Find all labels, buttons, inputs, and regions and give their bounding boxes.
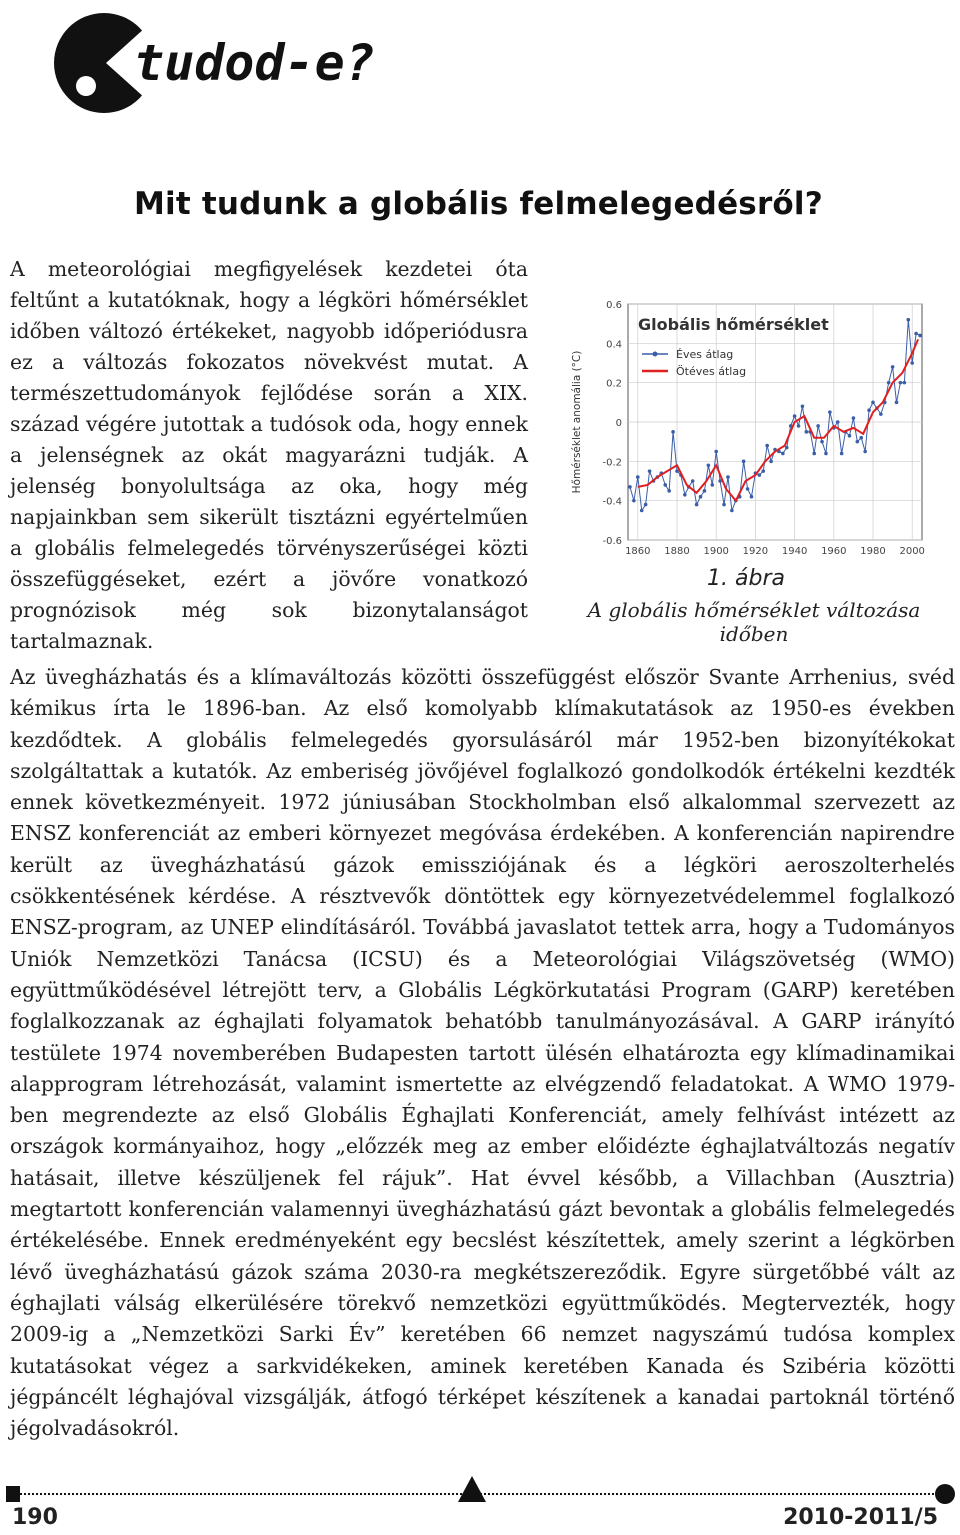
x-tick-label: 1980 — [860, 546, 886, 557]
annual-mean-point — [887, 381, 891, 385]
tudod-e-logo — [46, 8, 406, 118]
annual-mean-point — [730, 509, 734, 513]
annual-mean-point — [903, 381, 907, 385]
annual-mean-point — [840, 452, 844, 456]
footer-dot-icon — [935, 1484, 955, 1504]
x-tick-label: 1960 — [821, 546, 847, 557]
issue-number: 2010-2011/5 — [783, 1505, 938, 1530]
annual-mean-point — [906, 318, 910, 322]
x-tick-label: 1900 — [703, 546, 729, 557]
legend-label: Éves átlag — [676, 348, 734, 361]
x-tick-label: 2000 — [899, 546, 925, 557]
annual-mean-point — [812, 452, 816, 456]
article-paragraph-1: A meteorológiai megfigyelések kezdetei óta feltűnt a kutatóknak, hogy a légköri hőmérséklet időben változó értékeket, nagyobb időperiódusra ez a változás fokozatos növekvést mutat. A természettudományok fejlődése során a XIX. század végére jutottak a tudósok oda, hogy ennek a jelenségnek az okát magyarázni tudják. A jelenség bonyolultsága az oka, hogy még napjainkban sem sikerült tisztázni egyértelműen a globális felmelegedés törvényszerűségei közti összefüggéseket, ezért a jövőre vonatkozó prognózisok még sok bizonytalanságot tartalmaznak. — [10, 257, 528, 653]
annual-mean-point — [816, 424, 820, 428]
logo-text: tudod-e? — [134, 34, 375, 92]
x-tick-label: 1940 — [781, 546, 808, 557]
y-tick-label: -0.2 — [602, 457, 622, 469]
y-axis-label: Hőmérséklet anomália (°C) — [571, 350, 583, 494]
annual-mean-point — [667, 489, 671, 493]
chart-title: Globális hőmérséklet — [638, 315, 829, 334]
annual-mean-point — [793, 414, 797, 418]
annual-mean-point — [852, 416, 856, 420]
annual-mean-point — [695, 503, 699, 507]
annual-mean-point — [746, 487, 750, 491]
figure-number: 1. ábra — [707, 566, 785, 591]
annual-mean-point — [879, 412, 883, 416]
annual-mean-point — [899, 381, 903, 385]
temperature-chart — [560, 296, 932, 564]
y-tick-label: 0.6 — [606, 300, 622, 311]
annual-mean-point — [867, 408, 871, 412]
annual-mean-point — [628, 485, 632, 489]
annual-mean-point — [644, 503, 648, 507]
annual-mean-point — [871, 401, 875, 405]
annual-mean-point — [765, 444, 769, 448]
y-tick-label: 0 — [615, 418, 622, 429]
y-tick-label: 0.4 — [606, 339, 622, 351]
annual-mean-point — [722, 503, 726, 507]
annual-mean-point — [914, 332, 918, 336]
annual-mean-point — [648, 469, 652, 473]
annual-mean-point — [707, 463, 711, 467]
annual-mean-point — [640, 509, 644, 513]
y-tick-label: -0.6 — [602, 536, 622, 547]
x-tick-label: 1880 — [664, 546, 690, 557]
annual-mean-point — [801, 404, 805, 408]
annual-mean-point — [824, 452, 828, 456]
annual-mean-point — [742, 460, 746, 464]
annual-mean-point — [750, 495, 754, 499]
article-paragraph-2: Az üvegházhatás és a klímaváltozás közötti összefüggést először Svante Arrhenius, svéd kémikus írta le 1896-ban. Az első komolyabb klímakutatások az 1950-es években kezdődtek. A globális felmelegedés gyorsulásáról már 1952-ben bizonyítékokat szolgáltattak a kutatók. Az emberiség jövőjével foglalkozó gondolkodók értékelni kezdték ennek következményeit. 1972 júniusában Stockholmban első alkalommal szervezett az ENSZ konferenciát az emberi környezet megóvása érdekében. A konferencián napirendre került az üvegházhatású gázok emissziójának és a légköri aeroszolterhelés csökkentésének kérdése. A résztvevők döntöttek egy környezetvédelemmel foglalkozó ENSZ-program, az UNEP elindításáról. Továbbá javaslatot tettek arra, hogy a Tudományos Uniók Nemzetközi Tanácsa (ICSU) és a Meteorológiai Világszövetség (WMO) együttműködésével létrejött terv, a Globális Légkörkutatási Program (GARP) keretében foglalkozzanak az éghajlati folyamatok behatóbb tanulmányozásával. A GARP irányító testülete 1974 novemberében Budapesten tartott ülésén elhatározta egy klímadinamikai alapprogram létrehozását, valamint ismertette az elvégzendő feladatokat. A WMO 1979-ben megrendezte az első Globális Éghajlati Konferenciát, amely felhívást intézett az országok kormányaihoz, hogy „előzzék meg az ember előidézte éghajlatváltozás negatív hatásait, illetve készüljenek fel rájuk”. Hat évvel később, a Villachban (Ausztria) megtartott konferencián valamennyi üvegházhatású gázt bevontak a globális felmelegedés értékelésébe. Ennek eredményeként egy becslést készítettek, amely szerint a légkörben lévő üvegházhatású gázok száma 2030-ra megkétszereződik. Egyre sürgetőbbé vált az éghajlati válság elkerülésére törekvő nemzetközi együttműködés. Megtervezték, hogy 2009-ig a „Nemzetközi Sarki Év” keretében 66 nemzet nagyszámú tudósa komplex kutatásokat végez a sarkvidékeken, aminek keretében Kanada és Szibéria közötti jégpáncélt léghajóval vizsgálják, átfogó térképet készítenek a kanadai partoknál történő jégolvadásokról. — [10, 665, 955, 1441]
annual-mean-point — [636, 475, 640, 479]
annual-mean-point — [891, 365, 895, 369]
annual-mean-point — [671, 430, 675, 434]
page-number: 190 — [12, 1505, 58, 1530]
legend-label: Ötéves átlag — [676, 365, 747, 378]
annual-mean-point — [726, 475, 730, 479]
annual-mean-point — [714, 450, 718, 454]
annual-mean-point — [632, 499, 636, 503]
annual-mean-point — [663, 483, 667, 487]
annual-mean-point — [895, 401, 899, 405]
x-tick-label: 1920 — [742, 546, 769, 557]
annual-mean-point — [769, 460, 773, 464]
annual-mean-point — [699, 495, 703, 499]
annual-mean-point — [859, 436, 863, 440]
footer-square-icon — [6, 1486, 20, 1502]
annual-mean-point — [828, 410, 832, 414]
figure-caption: A globális hőmérséklet változása időben — [587, 598, 921, 646]
y-tick-label: -0.4 — [602, 496, 622, 508]
annual-mean-point — [758, 473, 762, 477]
legend-marker — [653, 352, 658, 357]
article-title: Mit tudunk a globális felmelegedésről? — [134, 186, 823, 222]
annual-mean-point — [910, 361, 914, 365]
annual-mean-point — [683, 493, 687, 497]
footer-triangle-icon — [458, 1476, 486, 1502]
annual-mean-point — [761, 469, 765, 473]
annual-mean-point — [781, 452, 785, 456]
annual-mean-point — [710, 483, 714, 487]
annual-mean-point — [805, 430, 809, 434]
annual-mean-point — [703, 489, 707, 493]
annual-mean-point — [848, 434, 852, 438]
annual-mean-point — [918, 334, 922, 338]
annual-mean-point — [856, 440, 860, 444]
x-tick-label: 1860 — [625, 546, 651, 557]
annual-mean-point — [820, 440, 824, 444]
annual-mean-point — [691, 479, 695, 483]
annual-mean-point — [863, 450, 867, 454]
y-tick-label: 0.2 — [606, 378, 622, 390]
annual-mean-point — [836, 420, 840, 424]
annual-mean-point — [797, 424, 801, 428]
